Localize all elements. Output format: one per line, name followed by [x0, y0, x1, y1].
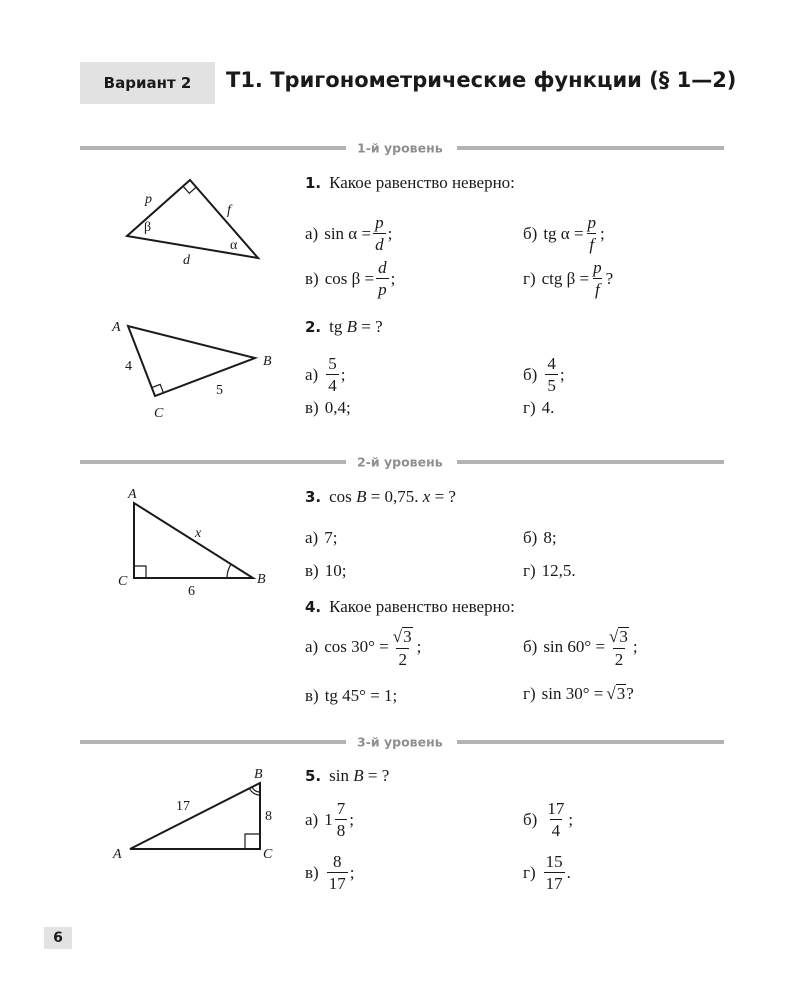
question-number: 3.	[305, 488, 322, 506]
fraction: $\frac{p}{d}$	[375, 213, 384, 254]
right-angle-mark	[245, 834, 260, 849]
question-5: 5. sin B = ?	[305, 766, 390, 785]
q1-option-a[interactable]: а) sin α = $\frac{p}{d}$ ;	[305, 213, 393, 254]
vertex-c: C	[154, 406, 164, 421]
right-angle-mark	[134, 566, 146, 578]
q2-option-a[interactable]: а) $\frac{5}{4}$ ;	[305, 354, 346, 395]
fraction: $\frac{√3}{2}$	[392, 627, 412, 669]
variant-label: Вариант 2	[80, 62, 215, 104]
q3-option-b[interactable]: б) 8;	[523, 528, 557, 547]
vertex-a: A	[113, 847, 122, 862]
level-2-label: 2-й уровень	[357, 454, 443, 470]
level-divider-left	[80, 740, 346, 744]
question-number: 5.	[305, 767, 322, 785]
q1-option-b[interactable]: б) tg α = $\frac{p}{f}$ ;	[523, 213, 605, 254]
q5-option-c[interactable]: в) $\frac{8}{17}$ ;	[305, 852, 355, 893]
q5-option-d[interactable]: г) $\frac{15}{17}$ .	[523, 852, 571, 893]
q4-option-b[interactable]: б) sin 60° = $\frac{√3}{2}$ ;	[523, 627, 638, 669]
fraction: $\frac{8}{17}$	[328, 852, 346, 893]
q3-option-c[interactable]: в) 10;	[305, 561, 347, 580]
vertex-b: B	[257, 572, 266, 587]
side-bc-length: 8	[265, 809, 272, 824]
triangle-shape	[128, 326, 255, 396]
q2-option-c[interactable]: в) 0,4;	[305, 398, 351, 417]
fraction: $\frac{4}{5}$	[547, 354, 556, 395]
angle-arc-inner	[252, 787, 260, 792]
question-1	[305, 173, 515, 193]
triangle-shape	[134, 503, 253, 578]
q1-option-c[interactable]: в) cos β = $\frac{d}{p}$ ;	[305, 258, 396, 299]
level-1-label: 1-й уровень	[357, 140, 443, 156]
fraction: $\frac{√3}{2}$	[609, 627, 628, 669]
fraction: $\frac{7}{8}$	[336, 799, 346, 840]
question-text: Какое равенство неверно:	[329, 597, 515, 616]
fraction: $\frac{17}{4}$	[547, 799, 565, 840]
side-cb-length: 6	[188, 584, 195, 599]
vertex-c: C	[118, 574, 128, 589]
fraction: $\frac{p}{f}$	[587, 213, 597, 254]
label-p: p	[145, 192, 152, 207]
label-beta: β	[144, 220, 152, 235]
level-divider-right	[457, 460, 724, 464]
label-f: f	[227, 203, 231, 218]
side-cb-length: 5	[216, 383, 223, 398]
angle-arc	[227, 564, 231, 578]
q1-option-d[interactable]: г) ctg β = $\frac{p}{f}$ ?	[523, 258, 614, 299]
question-4	[305, 597, 515, 617]
label-d: d	[183, 253, 190, 268]
right-angle-mark	[183, 186, 196, 193]
side-ab-length: 17	[176, 799, 190, 814]
page-title: Т1. Тригонометрические функции (§ 1—2)	[226, 68, 737, 92]
triangle-shape	[130, 783, 260, 849]
label-alpha: α	[230, 238, 238, 253]
q3-option-a[interactable]: а) 7;	[305, 528, 338, 547]
question-number: 4.	[305, 598, 322, 616]
level-3-label: 3-й уровень	[357, 734, 443, 750]
level-divider-right	[457, 146, 724, 150]
vertex-a: A	[128, 487, 137, 502]
vertex-a: A	[112, 320, 121, 335]
q4-option-d[interactable]: г) sin 30° = √3 ?	[523, 684, 634, 703]
level-divider-right	[457, 740, 724, 744]
triangle-figure-2	[100, 312, 280, 424]
question-2: 2. tg B = ?	[305, 317, 383, 336]
vertex-b: B	[263, 354, 272, 369]
fraction: $\frac{5}{4}$	[328, 354, 337, 395]
side-ac-length: 4	[125, 359, 132, 374]
q4-option-a[interactable]: а) cos 30° = $\frac{√3}{2}$ ;	[305, 627, 422, 669]
q2-option-b[interactable]: б) $\frac{4}{5}$ ;	[523, 354, 565, 395]
q4-option-c[interactable]: в) tg 45° = 1;	[305, 686, 398, 705]
q3-option-d[interactable]: г) 12,5.	[523, 561, 576, 580]
triangle-figure-3	[100, 482, 280, 600]
triangle-figure-1	[100, 168, 280, 278]
fraction: $\frac{d}{p}$	[378, 258, 387, 299]
question-number: 1.	[305, 174, 322, 192]
page-number: 6	[44, 927, 72, 949]
level-divider-left	[80, 146, 346, 150]
question-text: Какое равенство неверно:	[329, 173, 515, 192]
vertex-b: B	[254, 767, 263, 782]
q5-option-b[interactable]: б) $\frac{17}{4}$ ;	[523, 799, 574, 840]
question-number: 2.	[305, 318, 322, 336]
triangle-figure-5	[100, 762, 280, 870]
vertex-c: C	[263, 847, 273, 862]
level-divider-left	[80, 460, 346, 464]
question-3: 3. cos B = 0,75. x = ?	[305, 487, 456, 506]
q2-option-d[interactable]: г) 4.	[523, 398, 555, 417]
hypotenuse-x: x	[195, 526, 202, 541]
fraction: $\frac{15}{17}$	[545, 852, 563, 893]
q5-option-a[interactable]: а) 1 $\frac{7}{8}$ ;	[305, 799, 354, 840]
fraction: $\frac{p}{f}$	[593, 258, 602, 299]
